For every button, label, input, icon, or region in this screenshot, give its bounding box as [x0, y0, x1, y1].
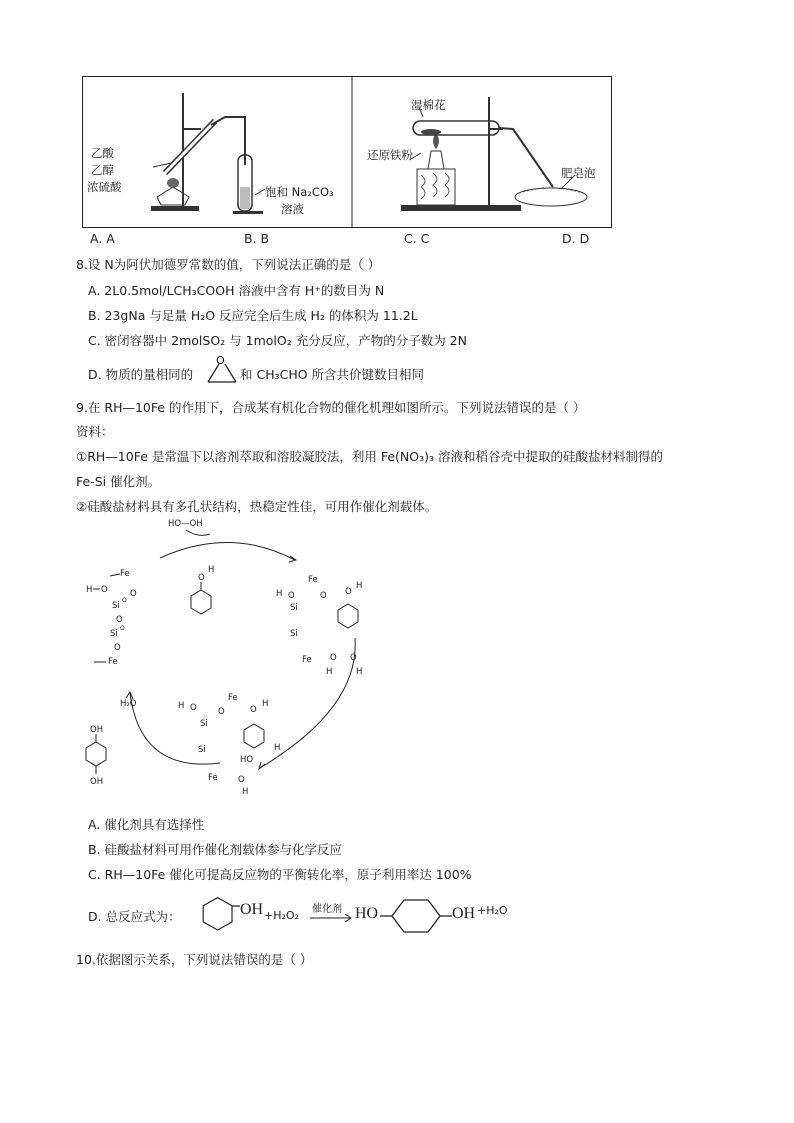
- svg-text:Si: Si: [198, 745, 206, 755]
- svg-text:Si: Si: [110, 629, 118, 639]
- label-ethanol: 乙醇: [91, 163, 114, 177]
- svg-text:HO: HO: [240, 755, 254, 765]
- apparatus-drawing: [83, 77, 611, 227]
- svg-text:H: H: [262, 699, 269, 709]
- hydroquinone-ring: [380, 896, 452, 936]
- svg-text:O: O: [114, 643, 121, 653]
- svg-text:O: O: [238, 775, 245, 785]
- svg-text:H: H: [242, 787, 249, 797]
- svg-text:O: O: [130, 589, 137, 599]
- svg-text:H: H: [208, 565, 215, 575]
- q8-option-d-suffix: 和 CH₃CHO 所含共价键数目相同: [240, 367, 425, 382]
- figure-option-d: D. D: [562, 231, 590, 246]
- svg-text:H: H: [274, 743, 281, 753]
- q8-option-a: A. 2L0.5mol/LCH₃COOH 溶液中含有 H⁺的数目为 N: [88, 283, 385, 298]
- svg-text:O: O: [198, 573, 205, 583]
- svg-text:H: H: [356, 667, 363, 677]
- label-solution: 溶液: [281, 202, 304, 216]
- svg-text:Si: Si: [112, 601, 120, 611]
- figure-option-c: C. C: [404, 231, 430, 246]
- label-acetic-acid: 乙酸: [91, 146, 114, 160]
- svg-text:OH: OH: [90, 777, 104, 787]
- label-conc-sulfuric: 浓硫酸: [87, 180, 122, 194]
- svg-text:O: O: [101, 585, 108, 595]
- phenol-structure: [196, 894, 240, 934]
- svg-text:H: H: [356, 581, 363, 591]
- svg-text:Si: Si: [200, 719, 208, 729]
- svg-text:O: O: [122, 597, 127, 604]
- q9-option-c: C. RH—10Fe 催化可提高反应物的平衡转化率，原子利用率达 100%: [88, 867, 472, 882]
- q9-d-phenol-oh: OH: [240, 901, 264, 918]
- figure-option-a: A. A: [90, 231, 115, 246]
- svg-text:O: O: [120, 625, 125, 632]
- svg-text:O: O: [288, 591, 295, 601]
- q8-option-d-prefix: D. 物质的量相同的: [88, 367, 194, 382]
- q9-d-water: +H₂O: [477, 904, 508, 917]
- figure-option-b: B. B: [244, 231, 270, 246]
- q8-option-b: B. 23gNa 与足量 H₂O 反应完全后生成 H₂ 的体积为 11.2L: [88, 308, 418, 323]
- svg-text:O: O: [350, 653, 357, 663]
- svg-text:O: O: [218, 707, 225, 717]
- q9-material-title: 资料：: [76, 424, 114, 439]
- svg-text:O: O: [345, 587, 352, 597]
- q10-stem: 10.依据图示关系，下列说法错误的是（ ）: [76, 952, 313, 967]
- svg-text:Fe: Fe: [228, 693, 238, 703]
- epoxide-structure: [204, 352, 240, 386]
- svg-text:Fe: Fe: [108, 657, 118, 667]
- q9-d-reagent: +H₂O₂: [264, 909, 299, 922]
- svg-text:O: O: [320, 591, 327, 601]
- svg-text:H: H: [86, 585, 93, 595]
- label-sat-na2co3: 饱和 Na₂CO₃: [265, 185, 334, 199]
- catalytic-cycle-diagram: [80, 518, 380, 810]
- hooh-label: HO—OH: [168, 519, 203, 529]
- apparatus-figure: [82, 76, 612, 228]
- svg-text:Si: Si: [290, 603, 298, 613]
- q9-option-d-prefix: D. 总反应式为：: [88, 909, 181, 924]
- label-soap-bubbles: 肥皂泡: [561, 166, 596, 180]
- q9-d-product-ho: HO: [355, 905, 379, 922]
- q9-option-a: A. 催化剂具有选择性: [88, 817, 205, 832]
- svg-text:H: H: [326, 667, 333, 677]
- svg-text:Fe: Fe: [302, 655, 312, 665]
- svg-text:Si: Si: [290, 629, 298, 639]
- label-iron-powder: 还原铁粉: [367, 148, 413, 162]
- svg-text:Fe: Fe: [308, 575, 318, 585]
- q9-d-catalyst-label: 催化剂: [312, 904, 342, 915]
- q9-stem: 9.在 RH—10Fe 的作用下，合成某有机化合物的催化机理如图所示。下列说法错误的是（ ）: [76, 400, 586, 415]
- q9-option-b: B. 硅酸盐材料可用作催化剂载体参与化学反应: [88, 842, 343, 857]
- q9-material-1-line2: Fe-Si 催化剂。: [76, 474, 161, 489]
- h2o-label: H₂O: [120, 699, 137, 709]
- q8-stem: 8.设 N为阿伏加德罗常数的值，下列说法正确的是（ ）: [76, 257, 381, 272]
- svg-text:H: H: [276, 589, 283, 599]
- svg-text:O: O: [330, 653, 337, 663]
- q9-material-2: ②硅酸盐材料具有多孔状结构，热稳定性佳，可用作催化剂载体。: [76, 499, 438, 514]
- svg-text:Fe: Fe: [208, 773, 218, 783]
- svg-text:OH: OH: [90, 725, 104, 735]
- label-wet-cotton: 湿棉花: [411, 98, 446, 112]
- svg-text:O: O: [116, 615, 123, 625]
- svg-text:O: O: [216, 354, 225, 367]
- svg-text:Fe: Fe: [120, 569, 130, 579]
- svg-text:O: O: [250, 705, 257, 715]
- svg-text:H: H: [178, 701, 185, 711]
- q8-option-c: C. 密闭容器中 2molSO₂ 与 1molO₂ 充分反应，产物的分子数为 2N: [88, 333, 467, 348]
- reaction-arrow: [310, 913, 354, 923]
- svg-text:O: O: [190, 703, 197, 713]
- q9-material-1-line1: ①RH—10Fe 是常温下以溶剂萃取和溶胶凝胶法，利用 Fe(NO₃)₃ 溶液和稻谷壳中提取的硅酸盐材料制得的: [76, 449, 663, 464]
- q9-d-product-oh: OH: [452, 905, 476, 922]
